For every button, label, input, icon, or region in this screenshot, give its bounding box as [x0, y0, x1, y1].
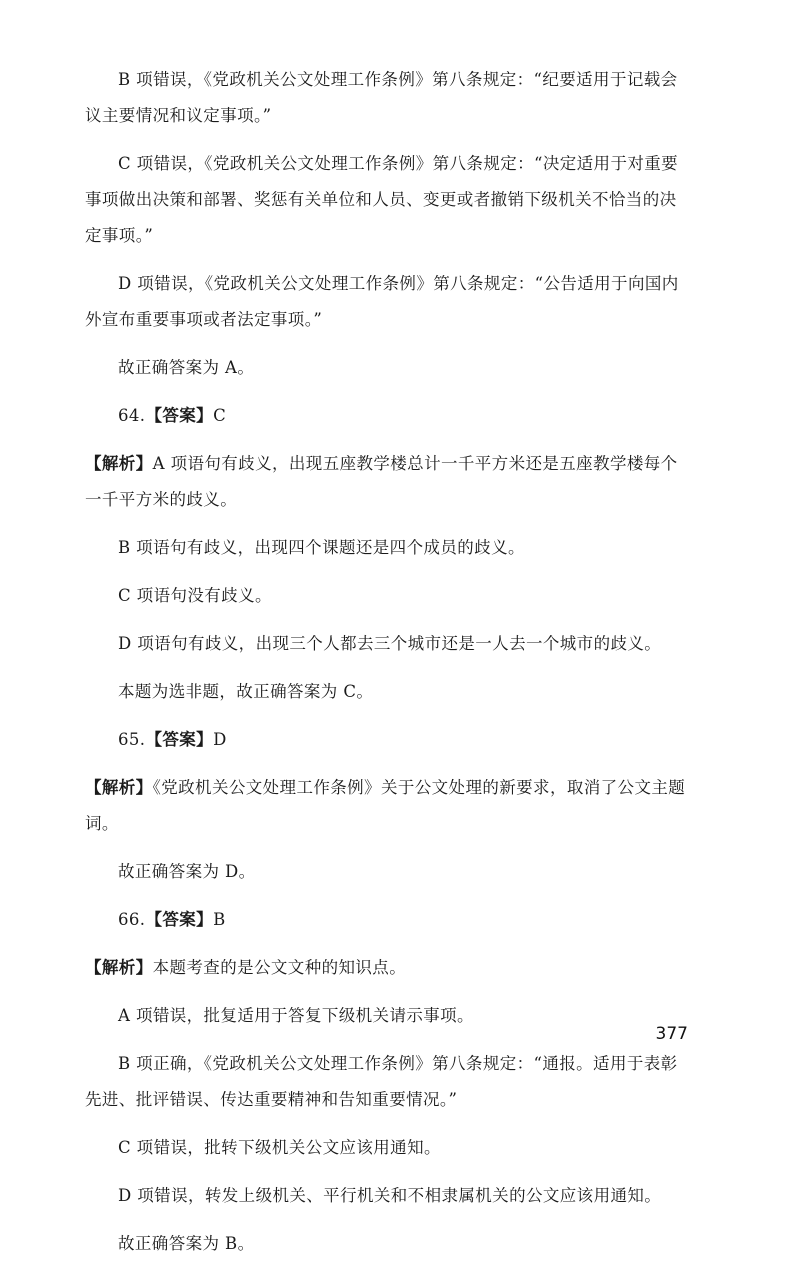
answer-value: C	[213, 406, 227, 425]
answer-line	[85, 722, 692, 758]
paragraph-text: B 项错误，《党政机关公文处理工作条例》第八条规定：“纪要适用于记载会议主要情况和议定事项。”	[85, 70, 678, 125]
paragraph-text: C 项错误，《党政机关公文处理工作条例》第八条规定：“决定适用于对重要事项做出决策和部署、奖惩有关单位和人员、变更或者撤销下级机关不恰当的决定事项。”	[85, 154, 679, 245]
analysis-text: 本题考查的是公文文种的知识点。	[152, 958, 407, 977]
analysis-label: 【解析】	[85, 958, 153, 977]
paragraph-text: C 项错误，批转下级机关公文应该用通知。	[118, 1138, 441, 1157]
paragraph-text: B 项语句有歧义，出现四个课题还是四个成员的歧义。	[118, 538, 525, 557]
paragraph-text: D 项错误，转发上级机关、平行机关和不相隶属机关的公文应该用通知。	[118, 1186, 662, 1205]
answer-value: D	[213, 730, 227, 749]
paragraph	[85, 998, 692, 1034]
paragraph	[85, 854, 692, 890]
page-number: 377	[655, 1024, 688, 1044]
analysis-label: 【解析】	[85, 454, 153, 473]
paragraph-text: A 项错误，批复适用于答复下级机关请示事项。	[118, 1006, 474, 1025]
analysis-paragraph	[85, 770, 692, 842]
question-number: 65.	[118, 730, 146, 749]
analysis-label: 【解析】	[85, 778, 153, 797]
paragraph	[85, 350, 692, 386]
paragraph	[85, 1178, 692, 1214]
paragraph	[85, 578, 692, 614]
paragraph-text: B 项正确，《党政机关公文处理工作条例》第八条规定：“通报。适用于表彰先进、批评错误、传达重要精神和告知重要情况。”	[85, 1054, 678, 1109]
analysis-text: 《党政机关公文处理工作条例》关于公文处理的新要求，取消了公文主题词。	[85, 778, 686, 833]
analysis-text: A 项语句有歧义，出现五座教学楼总计一千平方米还是五座教学楼每个一千平方米的歧义。	[85, 454, 678, 509]
question-number: 66.	[118, 910, 146, 929]
paragraph	[85, 530, 692, 566]
analysis-paragraph	[85, 950, 692, 986]
analysis-paragraph	[85, 446, 692, 518]
answer-label: 【答案】	[145, 730, 214, 749]
paragraph	[85, 626, 692, 662]
paragraph	[85, 674, 692, 710]
answer-label: 【答案】	[145, 910, 214, 929]
paragraph-text: 本题为选非题，故正确答案为 C。	[118, 682, 374, 701]
paragraph	[85, 62, 692, 134]
paragraph	[85, 266, 692, 338]
answer-line	[85, 398, 692, 434]
paragraph-text: 故正确答案为 A。	[118, 358, 255, 377]
paragraph	[85, 1046, 692, 1118]
paragraph-text: D 项错误，《党政机关公文处理工作条例》第八条规定：“公告适用于向国内外宣布重要事项或者法定事项。”	[85, 274, 679, 329]
paragraph	[85, 1226, 692, 1262]
answer-line	[85, 902, 692, 938]
paragraph-text: 故正确答案为 B。	[118, 1234, 255, 1253]
paragraph-text: D 项语句有歧义，出现三个人都去三个城市还是一人去一个城市的歧义。	[118, 634, 662, 653]
answer-value: B	[213, 910, 226, 929]
question-number: 64.	[118, 406, 146, 425]
paragraph	[85, 1130, 692, 1166]
paragraph-text: 故正确答案为 D。	[118, 862, 256, 881]
paragraph-text: C 项语句没有歧义。	[118, 586, 272, 605]
paragraph	[85, 146, 692, 254]
answer-label: 【答案】	[145, 406, 214, 425]
body-text	[85, 62, 692, 1262]
